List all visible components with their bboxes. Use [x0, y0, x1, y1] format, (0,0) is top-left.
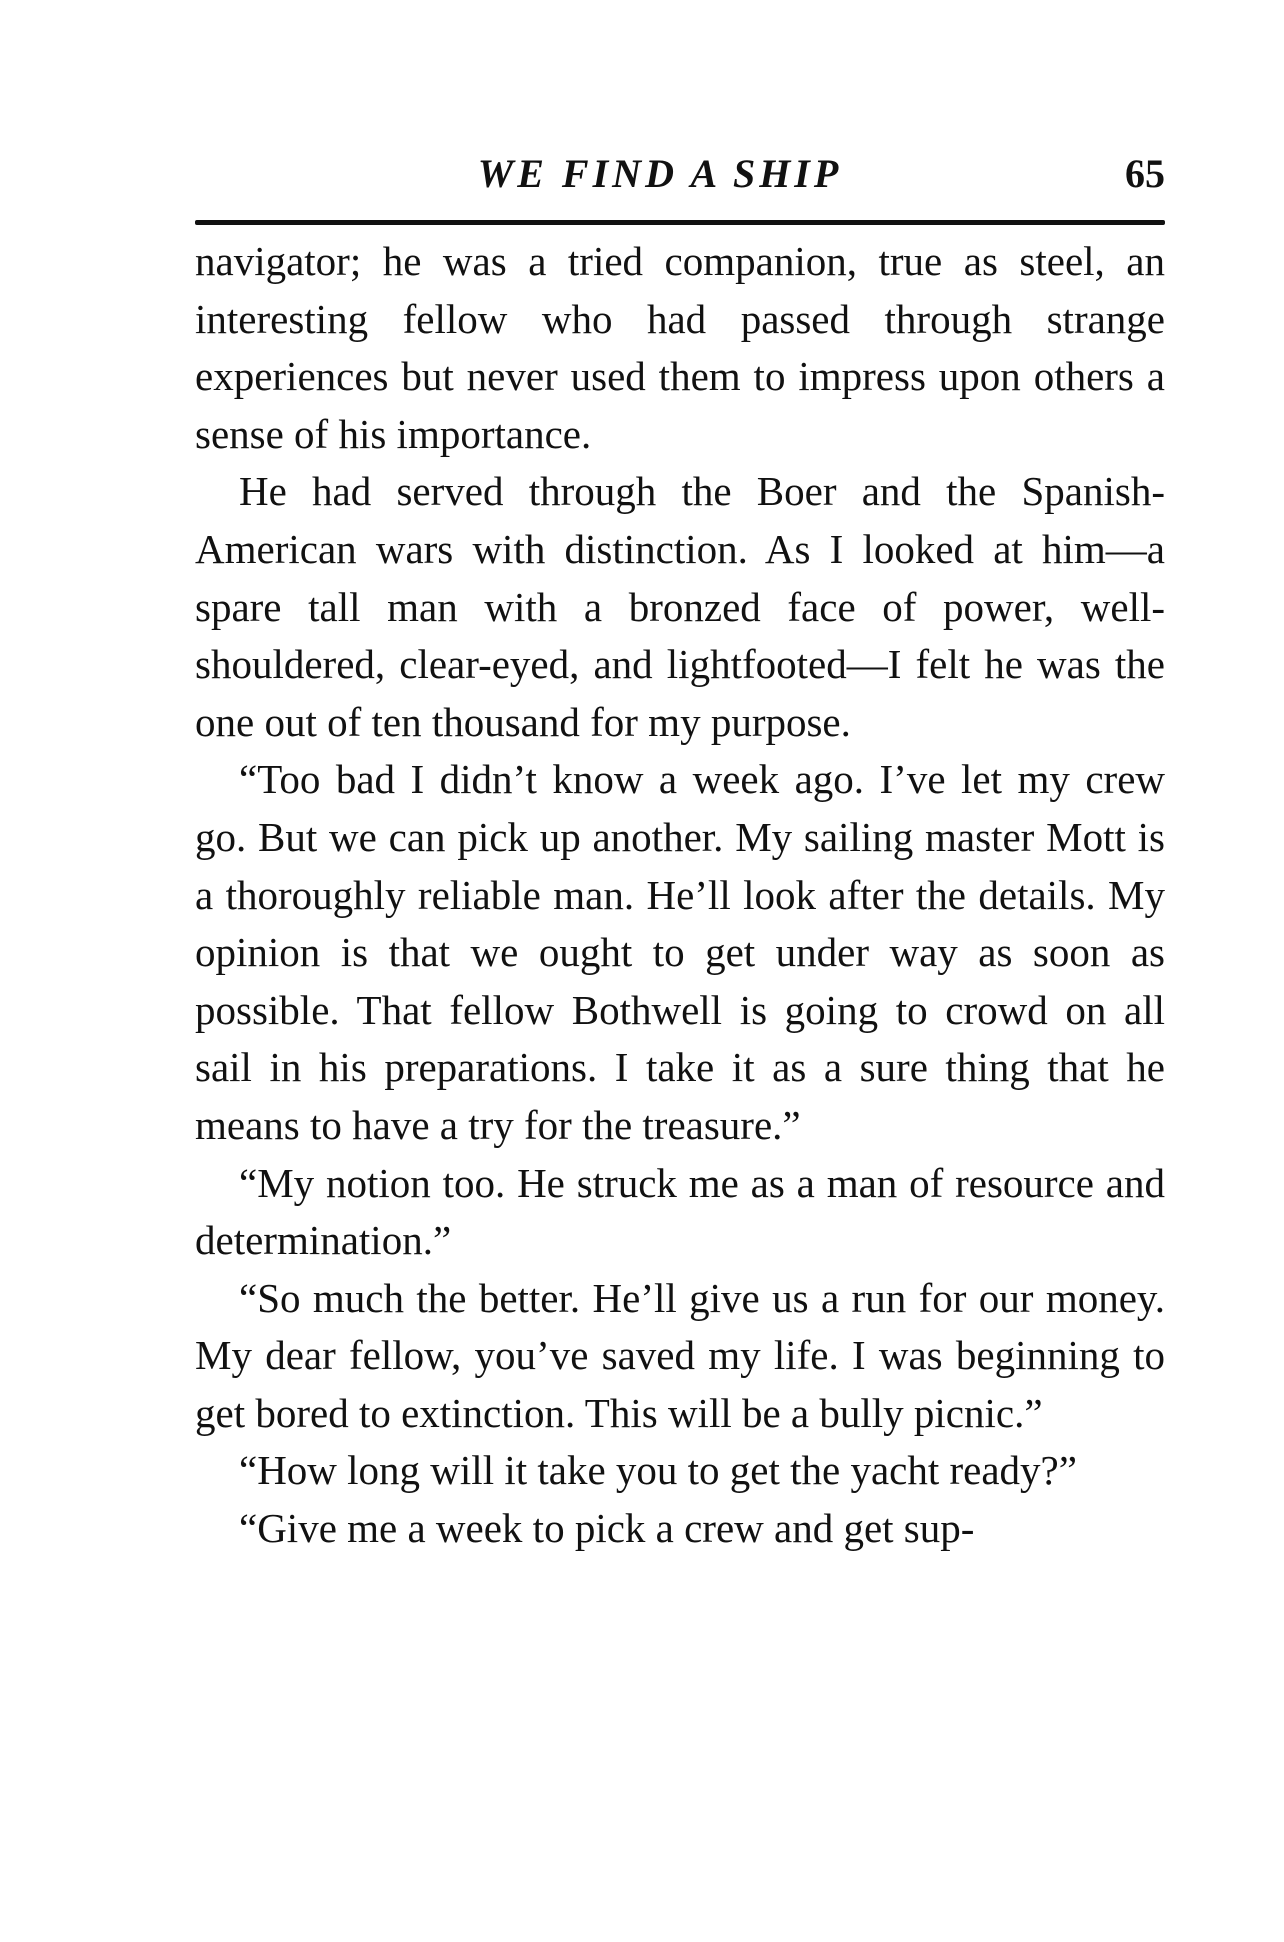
- paragraph: “So much the better. He’ll give us a run for our money. My dear fellow, you’ve saved my life. I was beginning to get bored to extinction. This will be a bully picnic.”: [195, 1274, 1165, 1436]
- book-page: [195, 140, 1165, 1558]
- paragraph: He had served through the Boer and the Spanish-American wars with distinction. As I looked at him—a spare tall man with a bronzed face of power, well-shouldered, clear-eyed, and lightfooted—I felt he was the one out of ten thousand for my purpose.: [195, 468, 1165, 745]
- header-rule: [195, 220, 1165, 225]
- paragraph-continuation: navigator; he was a tried companion, true as steel, an interesting fellow who had passed through strange experiences but never used them to impress upon others a sense of his importance.: [195, 238, 1165, 457]
- running-head: [195, 140, 1165, 196]
- page-number: 65: [1125, 151, 1165, 196]
- paragraph: “How long will it take you to get the yacht ready?”: [239, 1447, 1077, 1494]
- paragraph: “Give me a week to pick a crew and get sup-: [239, 1505, 975, 1552]
- body-text: [195, 233, 1165, 1558]
- paragraph: “My notion too. He struck me as a man of resource and determination.”: [195, 1159, 1165, 1264]
- paragraph: “Too bad I didn’t know a week ago. I’ve let my crew go. But we can pick up another. My sailing master Mott is a thoroughly reliable man. He’ll look after the details. My opinion is that we ought to get under way as soon as possible. That fellow Bothwell is going to crowd on all sail in his preparations. I take it as a sure thing that he means to have a try for the treasure.”: [195, 756, 1165, 1148]
- running-title: WE FIND A SHIP: [477, 151, 843, 196]
